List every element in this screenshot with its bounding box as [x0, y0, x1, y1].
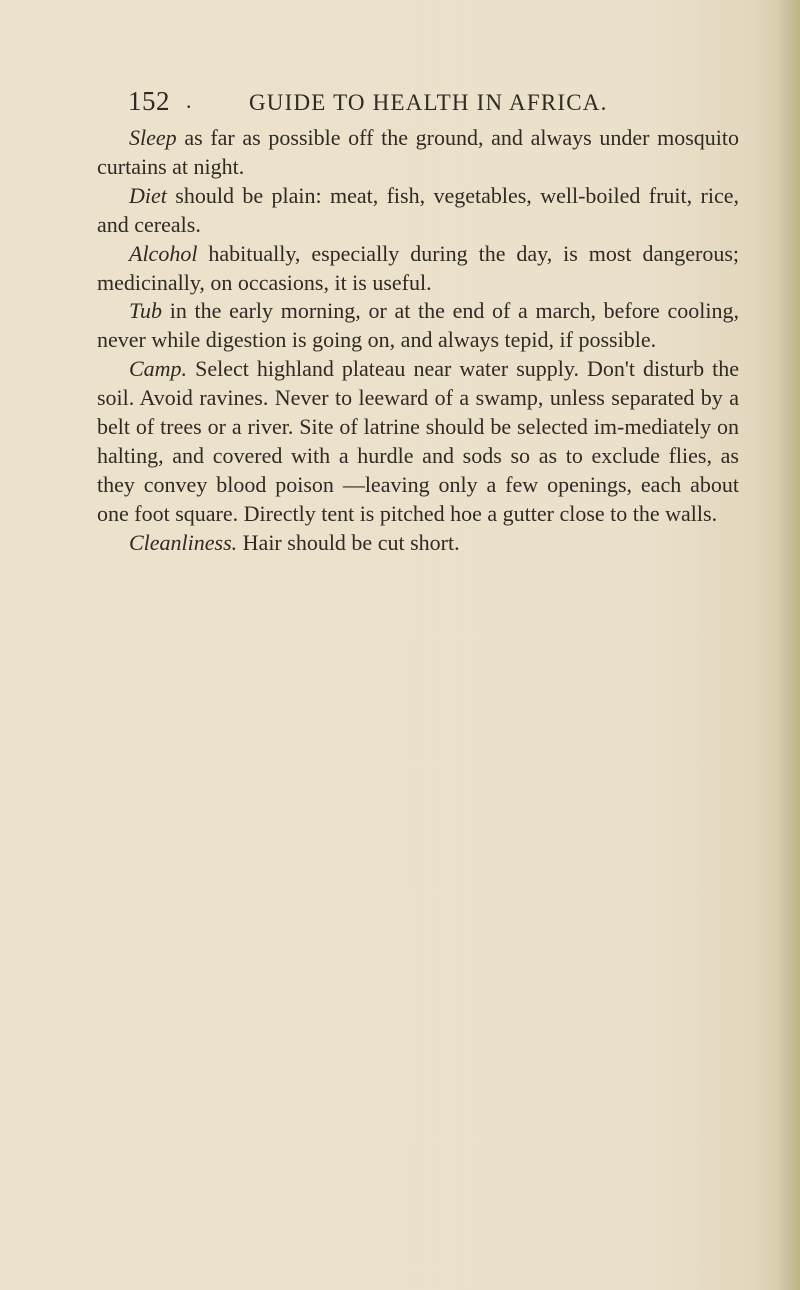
- paragraph-text: as far as possible off the ground, and always under mosquito curtains at night.: [97, 125, 739, 179]
- page-number-dot: .: [186, 88, 192, 113]
- paragraph-text: Select highland plateau near water supply. Don't disturb the soil. Avoid ravines. Never to leeward of a swamp, unless separated by a belt of trees or a river. Site of latrine should be selected im-mediately on halting, and covered with a hurdle and sods so as to exclude flies, as they convey blood poison —leaving only a few openings, each about one foot square. Directly tent is pitched hoe a gutter close to the walls.: [97, 356, 739, 526]
- paragraph-tub: [97, 297, 739, 355]
- paragraph-lead: Alcohol: [129, 240, 198, 266]
- paragraph-alcohol: [97, 240, 739, 298]
- paragraph-lead: Tub: [129, 298, 163, 324]
- page-edge-shadow: [778, 0, 800, 1290]
- paragraph-cleanliness: [97, 529, 739, 558]
- paragraph-text: should be plain: meat, fish, vegetables, well-boiled fruit, rice, and cereals.: [97, 182, 739, 237]
- running-title: GUIDE TO HEALTH IN AFRICA.: [249, 90, 608, 115]
- paragraph-camp: [97, 355, 739, 528]
- paragraph-lead: Sleep: [129, 125, 177, 150]
- paragraph-text: Hair should be cut short.: [237, 529, 460, 555]
- page-header: [128, 86, 668, 120]
- paragraph-lead: Diet: [129, 182, 167, 208]
- paragraph-lead: Camp.: [129, 356, 188, 382]
- paragraph-lead: Cleanliness.: [129, 529, 238, 555]
- paragraph-sleep: [97, 124, 739, 182]
- page-number: 152: [128, 86, 170, 116]
- paragraph-diet: [97, 182, 739, 240]
- paragraph-text: in the early morning, or at the end of a march, before cooling, never while digestion is going on, and always tepid, if possible.: [97, 298, 739, 353]
- body-text: [97, 124, 739, 558]
- paragraph-text: habitually, especially during the day, is most dangerous; medicinally, on occasions, it is useful.: [97, 240, 739, 295]
